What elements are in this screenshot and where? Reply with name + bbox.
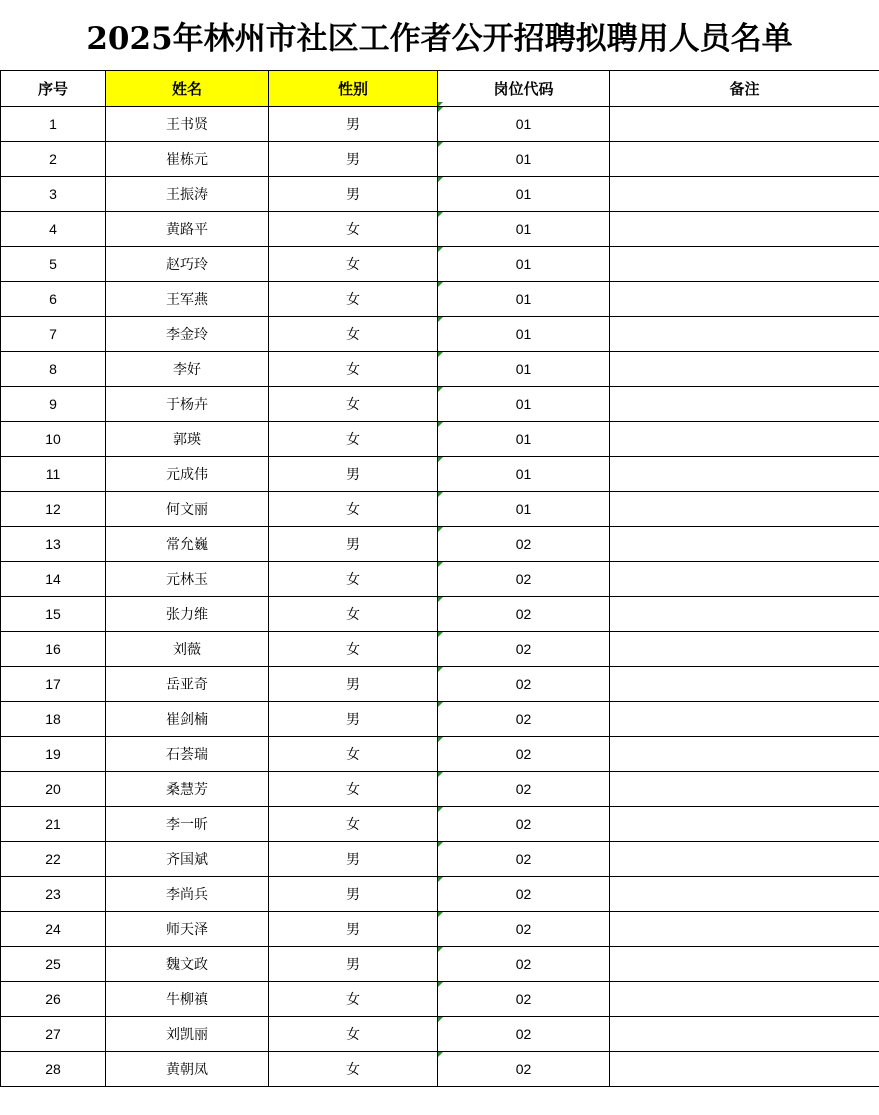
cell-name[interactable]: 王振涛 [106, 177, 269, 212]
cell-gender[interactable]: 男 [269, 527, 438, 562]
cell-gender[interactable]: 女 [269, 982, 438, 1017]
cell-seq[interactable]: 11 [1, 457, 106, 492]
cell-gender[interactable]: 男 [269, 667, 438, 702]
table-row [1, 737, 879, 772]
cell-gender[interactable]: 女 [269, 387, 438, 422]
cell-seq[interactable]: 2 [1, 142, 106, 177]
table-row [1, 492, 879, 527]
cell-code[interactable]: 02 [438, 667, 610, 702]
cell-seq[interactable]: 23 [1, 877, 106, 912]
cell-code[interactable]: 01 [438, 247, 610, 282]
cell-code[interactable]: 01 [438, 457, 610, 492]
table-row [1, 1017, 879, 1052]
cell-code[interactable]: 02 [438, 842, 610, 877]
cell-code[interactable]: 02 [438, 597, 610, 632]
cell-seq[interactable]: 5 [1, 247, 106, 282]
cell-seq[interactable]: 1 [1, 107, 106, 142]
cell-seq[interactable]: 25 [1, 947, 106, 982]
header-name[interactable]: 姓名 [106, 71, 269, 107]
cell-remark[interactable] [610, 387, 879, 422]
table-row [1, 352, 879, 387]
cell-remark[interactable] [610, 842, 879, 877]
personnel-table [0, 70, 879, 1087]
cell-remark[interactable] [610, 562, 879, 597]
cell-seq[interactable]: 24 [1, 912, 106, 947]
cell-name[interactable]: 赵巧玲 [106, 247, 269, 282]
cell-remark[interactable] [610, 912, 879, 947]
cell-name[interactable]: 元林玉 [106, 562, 269, 597]
cell-seq[interactable]: 10 [1, 422, 106, 457]
cell-gender[interactable]: 女 [269, 492, 438, 527]
cell-name[interactable]: 何文丽 [106, 492, 269, 527]
cell-remark[interactable] [610, 422, 879, 457]
cell-remark[interactable] [610, 1052, 879, 1087]
cell-remark[interactable] [610, 632, 879, 667]
cell-gender[interactable]: 女 [269, 247, 438, 282]
cell-seq[interactable]: 21 [1, 807, 106, 842]
cell-seq[interactable]: 3 [1, 177, 106, 212]
cell-name[interactable]: 李好 [106, 352, 269, 387]
cell-name[interactable]: 石荟瑞 [106, 737, 269, 772]
cell-code[interactable]: 01 [438, 387, 610, 422]
cell-seq[interactable]: 19 [1, 737, 106, 772]
cell-remark[interactable] [610, 492, 879, 527]
cell-seq[interactable]: 15 [1, 597, 106, 632]
cell-remark[interactable] [610, 142, 879, 177]
cell-seq[interactable]: 17 [1, 667, 106, 702]
cell-gender[interactable]: 男 [269, 947, 438, 982]
cell-code[interactable]: 02 [438, 947, 610, 982]
cell-seq[interactable]: 28 [1, 1052, 106, 1087]
cell-remark[interactable] [610, 247, 879, 282]
table-row [1, 107, 879, 142]
cell-gender[interactable]: 女 [269, 807, 438, 842]
cell-gender[interactable]: 女 [269, 737, 438, 772]
cell-gender[interactable]: 男 [269, 177, 438, 212]
cell-seq[interactable]: 18 [1, 702, 106, 737]
cell-code[interactable]: 02 [438, 772, 610, 807]
cell-gender[interactable]: 女 [269, 597, 438, 632]
cell-remark[interactable] [610, 107, 879, 142]
cell-gender[interactable]: 女 [269, 772, 438, 807]
header-remark[interactable]: 备注 [610, 71, 879, 107]
cell-code[interactable]: 02 [438, 877, 610, 912]
cell-code[interactable]: 02 [438, 807, 610, 842]
cell-name[interactable]: 牛柳禛 [106, 982, 269, 1017]
cell-code[interactable]: 02 [438, 912, 610, 947]
table-row [1, 212, 879, 247]
cell-name[interactable]: 魏文政 [106, 947, 269, 982]
table-row [1, 422, 879, 457]
cell-seq[interactable]: 16 [1, 632, 106, 667]
cell-seq[interactable]: 8 [1, 352, 106, 387]
cell-seq[interactable]: 20 [1, 772, 106, 807]
cell-seq[interactable]: 6 [1, 282, 106, 317]
cell-remark[interactable] [610, 772, 879, 807]
cell-remark[interactable] [610, 282, 879, 317]
table-row [1, 877, 879, 912]
cell-seq[interactable]: 4 [1, 212, 106, 247]
header-code[interactable]: 岗位代码 [438, 71, 610, 107]
cell-gender[interactable]: 女 [269, 1017, 438, 1052]
cell-gender[interactable]: 男 [269, 842, 438, 877]
table-row [1, 842, 879, 877]
cell-name[interactable]: 桑慧芳 [106, 772, 269, 807]
cell-seq[interactable]: 7 [1, 317, 106, 352]
cell-seq[interactable]: 12 [1, 492, 106, 527]
table-row [1, 597, 879, 632]
cell-gender[interactable]: 女 [269, 632, 438, 667]
header-row [1, 71, 879, 107]
cell-name[interactable]: 张力维 [106, 597, 269, 632]
cell-gender[interactable]: 女 [269, 282, 438, 317]
cell-name[interactable]: 黄路平 [106, 212, 269, 247]
header-gender[interactable]: 性别 [269, 71, 438, 107]
cell-remark[interactable] [610, 527, 879, 562]
cell-gender[interactable]: 男 [269, 702, 438, 737]
table-row [1, 632, 879, 667]
cell-name[interactable]: 郭瑛 [106, 422, 269, 457]
cell-gender[interactable]: 女 [269, 352, 438, 387]
table-row [1, 142, 879, 177]
cell-name[interactable]: 师天泽 [106, 912, 269, 947]
table-row [1, 527, 879, 562]
table-row [1, 457, 879, 492]
header-seq[interactable]: 序号 [1, 71, 106, 107]
table-row [1, 772, 879, 807]
table-row [1, 667, 879, 702]
cell-name[interactable]: 元成伟 [106, 457, 269, 492]
cell-code[interactable]: 01 [438, 107, 610, 142]
table-row [1, 282, 879, 317]
cell-seq[interactable]: 27 [1, 1017, 106, 1052]
cell-code[interactable]: 02 [438, 527, 610, 562]
cell-remark[interactable] [610, 1017, 879, 1052]
cell-name[interactable]: 常允巍 [106, 527, 269, 562]
table-body [1, 107, 879, 1087]
table-row [1, 1052, 879, 1087]
table-row [1, 702, 879, 737]
cell-name[interactable]: 齐国斌 [106, 842, 269, 877]
cell-code[interactable]: 01 [438, 422, 610, 457]
cell-remark[interactable] [610, 877, 879, 912]
cell-name[interactable]: 李一昕 [106, 807, 269, 842]
cell-gender[interactable]: 男 [269, 912, 438, 947]
cell-gender[interactable]: 男 [269, 107, 438, 142]
table-row [1, 317, 879, 352]
cell-gender[interactable]: 女 [269, 212, 438, 247]
cell-code[interactable]: 01 [438, 282, 610, 317]
cell-code[interactable]: 01 [438, 177, 610, 212]
cell-name[interactable]: 于杨卉 [106, 387, 269, 422]
cell-name[interactable]: 李金玲 [106, 317, 269, 352]
table-row [1, 807, 879, 842]
cell-remark[interactable] [610, 352, 879, 387]
cell-code[interactable]: 02 [438, 562, 610, 597]
cell-code[interactable]: 02 [438, 737, 610, 772]
cell-remark[interactable] [610, 947, 879, 982]
cell-remark[interactable] [610, 807, 879, 842]
cell-name[interactable]: 王军燕 [106, 282, 269, 317]
cell-name[interactable]: 崔剑楠 [106, 702, 269, 737]
cell-seq[interactable]: 13 [1, 527, 106, 562]
cell-name[interactable]: 黄朝凤 [106, 1052, 269, 1087]
table-row [1, 562, 879, 597]
cell-code[interactable]: 02 [438, 702, 610, 737]
cell-code[interactable]: 01 [438, 212, 610, 247]
cell-seq[interactable]: 14 [1, 562, 106, 597]
cell-code[interactable]: 02 [438, 1052, 610, 1087]
cell-remark[interactable] [610, 702, 879, 737]
cell-code[interactable]: 02 [438, 1017, 610, 1052]
cell-gender[interactable]: 男 [269, 877, 438, 912]
cell-remark[interactable] [610, 737, 879, 772]
cell-name[interactable]: 刘凯丽 [106, 1017, 269, 1052]
cell-gender[interactable]: 女 [269, 317, 438, 352]
cell-seq[interactable]: 26 [1, 982, 106, 1017]
cell-remark[interactable] [610, 317, 879, 352]
cell-remark[interactable] [610, 982, 879, 1017]
cell-gender[interactable]: 女 [269, 562, 438, 597]
cell-remark[interactable] [610, 212, 879, 247]
cell-gender[interactable]: 男 [269, 142, 438, 177]
cell-code[interactable]: 01 [438, 317, 610, 352]
cell-remark[interactable] [610, 457, 879, 492]
table-row [1, 982, 879, 1017]
cell-code[interactable]: 01 [438, 492, 610, 527]
table-row [1, 387, 879, 422]
cell-name[interactable]: 刘薇 [106, 632, 269, 667]
cell-gender[interactable]: 女 [269, 1052, 438, 1087]
cell-code[interactable]: 02 [438, 982, 610, 1017]
table-row [1, 947, 879, 982]
cell-remark[interactable] [610, 177, 879, 212]
cell-gender[interactable]: 男 [269, 457, 438, 492]
cell-name[interactable]: 崔栋元 [106, 142, 269, 177]
cell-name[interactable]: 岳亚奇 [106, 667, 269, 702]
table-row [1, 247, 879, 282]
cell-seq[interactable]: 22 [1, 842, 106, 877]
cell-name[interactable]: 王书贤 [106, 107, 269, 142]
cell-remark[interactable] [610, 597, 879, 632]
cell-gender[interactable]: 女 [269, 422, 438, 457]
cell-name[interactable]: 李尚兵 [106, 877, 269, 912]
table-row [1, 177, 879, 212]
cell-seq[interactable]: 9 [1, 387, 106, 422]
cell-code[interactable]: 01 [438, 352, 610, 387]
page-title: 2025年林州市社区工作者公开招聘拟聘用人员名单 [86, 20, 793, 57]
cell-code[interactable]: 02 [438, 632, 610, 667]
cell-code[interactable]: 01 [438, 142, 610, 177]
cell-remark[interactable] [610, 667, 879, 702]
table-row [1, 912, 879, 947]
